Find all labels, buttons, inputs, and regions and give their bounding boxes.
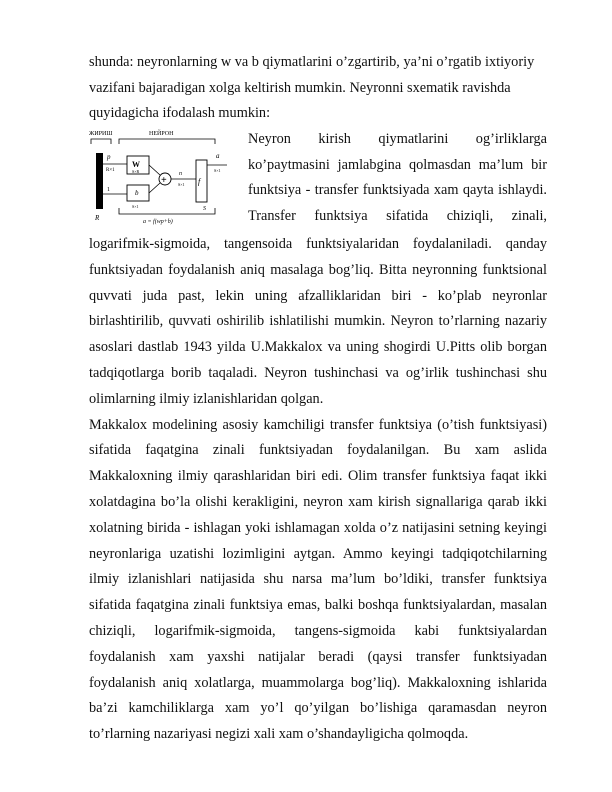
wrap-line-3: funktsiya - transfer funktsiyada xam qayta ishlaydi. bbox=[248, 182, 547, 199]
intro-line-1: shunda: neyronlarning w va b qiymatlarini o’zgartirib, ya’ni o’rgatib ixtiyoriy bbox=[89, 54, 535, 70]
input-bracket bbox=[91, 139, 111, 144]
s-label: S bbox=[203, 206, 206, 212]
formula-label: a = f(wp+b) bbox=[143, 219, 173, 225]
neuron-diagram bbox=[87, 128, 235, 226]
neuron-diagram-svg bbox=[87, 128, 235, 226]
a-label: a bbox=[216, 152, 220, 160]
p-label: p bbox=[107, 153, 111, 161]
w-to-sum bbox=[149, 165, 160, 175]
plus-icon: + bbox=[161, 175, 167, 186]
intro-line-3: quyidagicha ifodalash mumkin: bbox=[89, 105, 271, 121]
b-to-sum bbox=[149, 183, 160, 193]
f-label: f bbox=[198, 177, 201, 186]
n-dim-label: S×1 bbox=[178, 182, 185, 187]
p-dim-label: R×1 bbox=[106, 168, 115, 173]
w-dim-label: S×R bbox=[132, 169, 140, 174]
paragraph-2: Makkalox modelining asosiy kamchiligi transfer funktsiya (o’tish funktsiyasi) sifatida faqatgina zinali funktsiyadan foydalanilgan. Bu xam aslida Makkaloxning ilmiy qarashlaridan biri edi. Olim transfer funktsiya faqat ikki xolatdagina bo’la olishi kerakligini, neyron xam kirish signallariga qarab ikki xolatning birida - ishlagan yoki ishlamagan xolda o’z natijasini setning keyingi neyronlariga uzatishi lozimligini aytgan. Ammo keyingi tadqiqotchilarning ilmiy izlanishlari natijasida shu narsa ma’lum bo’ldiki, transfer funktsiya sifatida faqatgina zinali funktsiya emas, balki boshqa funktsiyalardan, masalan chiziqli, logarifmik-sigmoida, tangens-sigmoida kabi funktsiyalardan foydalanish xam yaxshi natijalar beradi (qaysi transfer funktsiyadan foydalanish aniq xolatlarga, muammolarga bog’liq). Makkaloxning ishlarida ba’zi kamchiliklarga xam yo’l qo’yilgan bo’lishiga qaramasdan neyron to’rlarning nazariyasi negizi xali xam o’shandayligicha qolmoqda. bbox=[89, 416, 547, 743]
wrapped-text bbox=[248, 130, 547, 233]
a-dim-label: S×1 bbox=[214, 168, 221, 173]
input-bar bbox=[96, 153, 103, 209]
b-label: b bbox=[135, 189, 139, 197]
wrap-line-1: Neyron kirish qiymatlarini og’irliklarga bbox=[248, 131, 547, 147]
neuron-label: НЕЙРОН bbox=[149, 131, 174, 137]
body-text bbox=[89, 232, 547, 748]
paragraph-1: logarifmik-sigmoida, tangensoida funktsiyalaridan foydalaniladi. qanday funktsiyadan foydalanish aniq masalaga bog’liq. Bitta neyronning funktsional quvvati juda past, lekin uning afzalliklaridan biri - ko’plab neyronlar birlashtirilib, quvvati oshirilib ishlatilishi mumkin. Neyron to’rlarning nazariy asoslari dastlab 1943 yilda U.Makkalox va uning shogirdi U.Pitts olib borgan tadqiqotlarga borib taqaladi. Neyron tushinchasi va og’irlik tushinchasi shu olimlarning ilmiy izlanishlaridan qolgan. bbox=[89, 236, 547, 407]
wrap-line-4: Transfer funktsiya sifatida chiziqli, zinali, bbox=[248, 208, 547, 225]
neuron-bracket bbox=[119, 139, 215, 144]
w-label: W bbox=[132, 160, 140, 169]
n-label: n bbox=[179, 171, 182, 177]
intro-line-2: vazifani bajaradigan xolga keltirish mumkin. Neyronni sxematik ravishda bbox=[89, 80, 511, 96]
one-label: 1 bbox=[107, 187, 110, 193]
input-label: ЖИРИШ bbox=[89, 131, 113, 137]
wrap-line-2: ko’paytmasini jamlabgina qolmasdan ma’lum bir bbox=[248, 156, 547, 173]
b-dim-label: S×1 bbox=[132, 204, 139, 209]
r-label: R bbox=[95, 214, 100, 222]
